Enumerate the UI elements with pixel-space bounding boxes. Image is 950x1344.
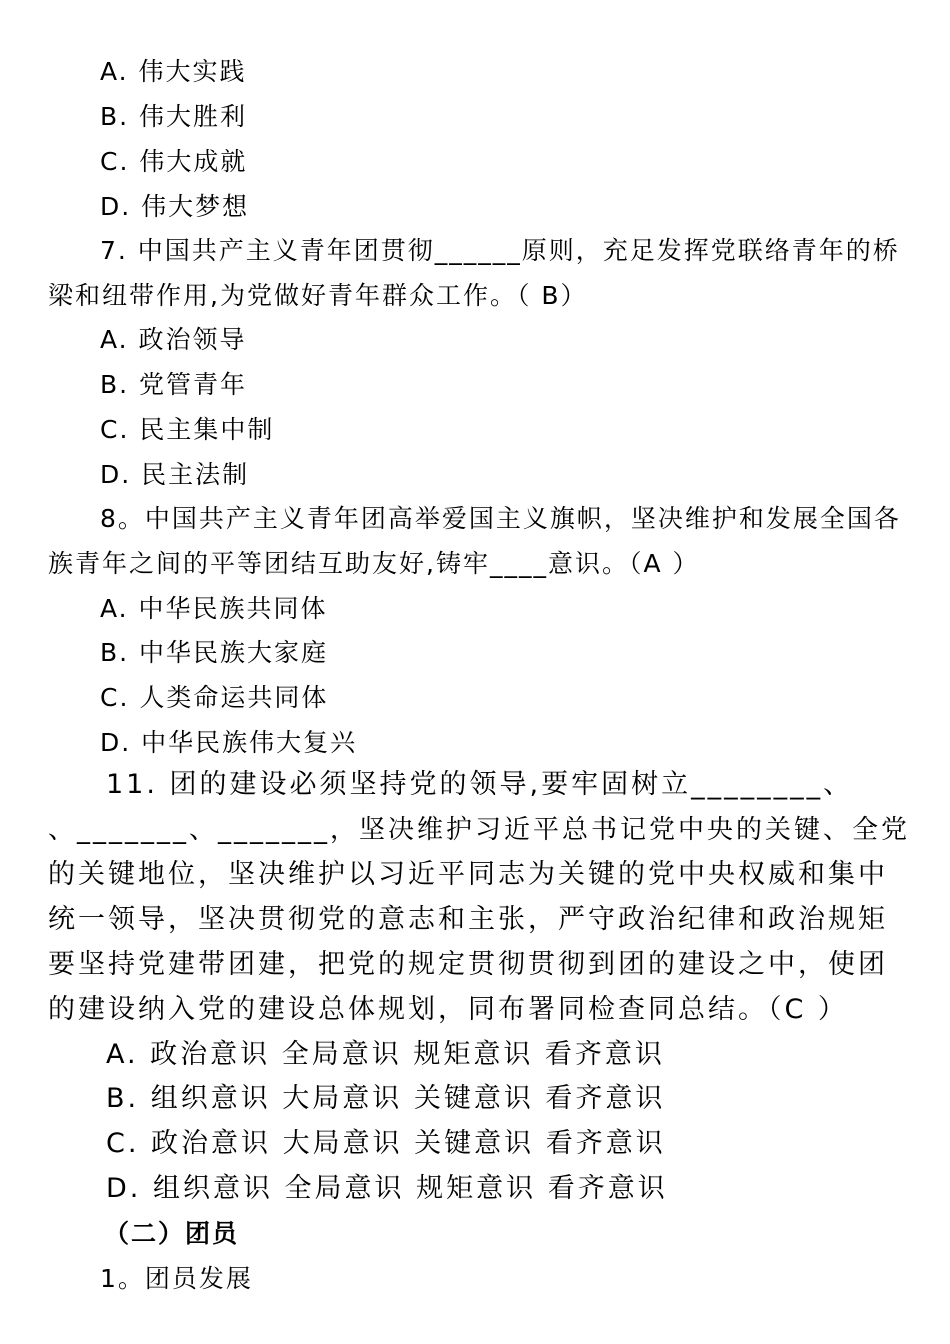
q11-text-line-3: 的关键地位，坚决维护以习近平同志为关键的党中央权威和集中 bbox=[48, 859, 888, 890]
subsection-heading: 1。团员发展 bbox=[100, 1264, 253, 1293]
q11-text-line-2: 、_______、_______，坚决维护习近平总书记党中央的关键、全党 bbox=[48, 815, 911, 845]
q7-text-line-1: 7. 中国共产主义青年团贯彻______原则，充足发挥党联络青年的桥 bbox=[100, 236, 900, 265]
q7-option-c: C. 民主集中制 bbox=[100, 415, 275, 444]
q11-option-d: D. 组织意识 全局意识 规矩意识 看齐意识 bbox=[106, 1173, 668, 1204]
q8-option-c: C. 人类命运共同体 bbox=[100, 683, 329, 712]
q7-option-a: A. 政治领导 bbox=[100, 325, 247, 354]
q11-option-c: C. 政治意识 大局意识 关键意识 看齐意识 bbox=[106, 1128, 666, 1159]
prev-option-d: D. 伟大梦想 bbox=[100, 192, 250, 221]
q11-text-line-4: 统一领导，坚决贯彻党的意志和主张，严守政治纪律和政治规矩 bbox=[48, 904, 888, 935]
prev-option-c: C. 伟大成就 bbox=[100, 147, 248, 176]
q7-option-d: D. 民主法制 bbox=[100, 460, 250, 489]
q11-text-line-5: 要坚持党建带团建，把党的规定贯彻贯彻到团的建设之中，使团 bbox=[48, 949, 888, 980]
q7-option-b: B. 党管青年 bbox=[100, 370, 248, 399]
q8-option-a: A. 中华民族共同体 bbox=[100, 594, 328, 623]
q7-text-line-2: 梁和纽带作用,为党做好青年群众工作。（ B） bbox=[48, 281, 588, 310]
prev-option-a: A. 伟大实践 bbox=[100, 57, 247, 86]
q11-option-b: B. 组织意识 大局意识 关键意识 看齐意识 bbox=[106, 1083, 666, 1114]
section-heading: （二）团员 bbox=[104, 1219, 240, 1248]
q11-option-a: A. 政治意识 全局意识 规矩意识 看齐意识 bbox=[106, 1039, 665, 1070]
q11-text-line-6: 的建设纳入党的建设总体规划，同布署同检查同总结。（C ） bbox=[48, 994, 848, 1025]
q8-text-line-2: 族青年之间的平等团结互助友好,铸牢____意识。（A ） bbox=[48, 549, 700, 578]
q8-option-b: B. 中华民族大家庭 bbox=[100, 638, 329, 667]
q8-option-d: D. 中华民族伟大复兴 bbox=[100, 728, 358, 757]
q11-text-line-1: 11. 团的建设必须坚持党的领导,要牢固树立________、 bbox=[106, 769, 854, 800]
prev-option-b: B. 伟大胜利 bbox=[100, 102, 248, 131]
q8-text-line-1: 8。中国共产主义青年团高举爱国主义旗帜，坚决维护和发展全国各 bbox=[100, 504, 901, 533]
